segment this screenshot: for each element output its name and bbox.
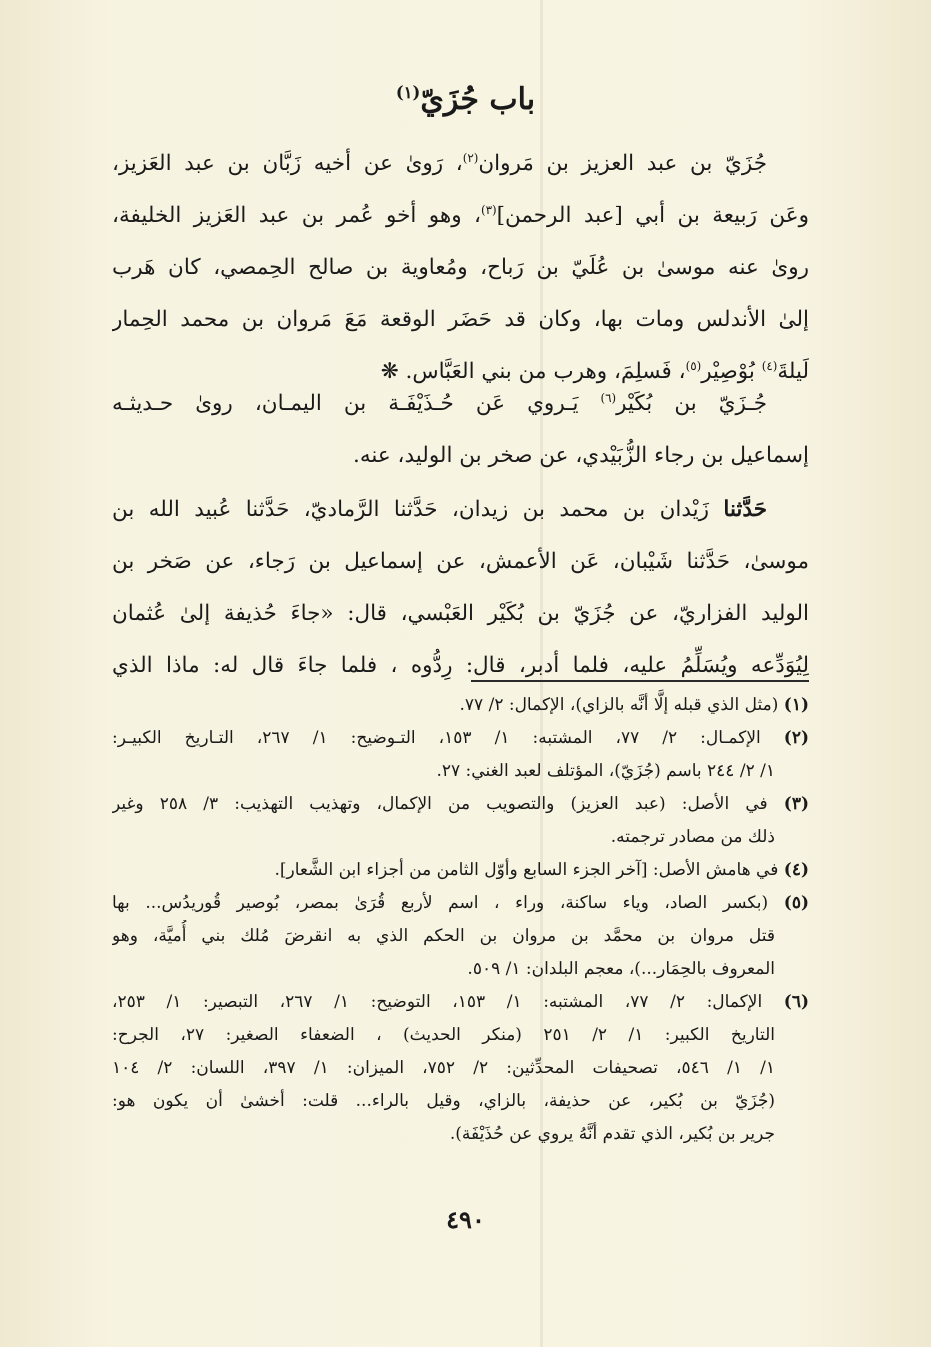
footnote-line: (جُزَيّ بن بُكير، عن حذيفة، بالزاي، وقيل بالراء... قلت: أخشىٰ أن يكون هو:	[112, 1091, 775, 1111]
footnote-number: (٤)	[783, 860, 809, 880]
footnote	[112, 854, 809, 887]
footnote-line: المعروف بالحِمَار...)، معجم البلدان: ١/ ٥٠٩.	[467, 959, 775, 979]
page-number: ٤٩٠	[446, 1205, 485, 1234]
footnote	[112, 689, 809, 722]
text-line: موسىٰ، حَدَّثنا شَيْبان، عَن الأعمش، عن إسماعيل بن رَجاء، عن صَخر بن	[112, 549, 809, 574]
text-line: إلىٰ الأندلس ومات بها، وكان قد حَضَر الوقعة مَعَ مَروان بن محمد الحِمار	[112, 307, 809, 332]
hadith-narration	[112, 484, 809, 692]
footnote-ref: (٤)	[761, 358, 778, 373]
entry-jazi-ibn-abd-al-aziz	[112, 138, 809, 398]
footnote-line: قتل مروان بن محمَّد بن مروان بن الحكم الذي به انقرضَ مُلك بني أُميَّة، وهو	[112, 926, 775, 946]
chapter-title	[0, 82, 931, 117]
footnote-line: جرير بن بُكير، الذي تقدم أنَّهُ يروي عن حُذَيْفَة).	[449, 1124, 775, 1144]
footnote-number: (٦)	[783, 992, 809, 1012]
text-line: الوليد الفزاريّ، عن جُزَيّ بن بُكَيْر العَبْسي، قال: «جاءَ حُذيفة إلىٰ عُثمان	[112, 601, 809, 626]
footnote	[112, 788, 809, 854]
footnote	[112, 722, 809, 788]
entry-jazi-ibn-bukayr	[112, 378, 809, 482]
footnote-line: (٥) (بكسر الصاد، وياء ساكنة، وراء ، اسم لأربع قُرَىٰ بمصر، بُوصير قُوريدُس... بها	[112, 893, 809, 913]
footnote-line: (٤) في هامش الأصل: [آخر الجزء السابع وأوّل الثامن من أجزاء ابن الشَّعار].	[274, 860, 809, 880]
footnote-ref: (٥)	[685, 358, 702, 373]
text-line: روىٰ عنه موسىٰ بن عُلَيّ بن رَباح، ومُعاوية بن صالح الحِمصي، كان هَرب	[112, 255, 809, 280]
footnote-ref: (٢)	[462, 150, 479, 165]
text-line: لِيُوَدِّعه ويُسَلِّمُ عليه، فلما أدبر، قال: رِدُّوه ، فلما جاءَ قال له: ماذا الذي	[112, 653, 809, 678]
footnote	[112, 986, 809, 1151]
footnote-ref: (١)	[395, 83, 421, 102]
footnote-line: (٣) في الأصل: (عبد العزيز) والتصويب من الإكمال، وتهذيب التهذيب: ٣/ ٢٥٨ وغير	[112, 794, 809, 814]
footnote-line: ١/ ٢/ ٢٤٤ باسم (جُزَيّ)، المؤتلف لعبد الغني: ٢٧.	[436, 761, 775, 781]
footnote-ref: (٦)	[600, 390, 617, 405]
text-line: جُزَيّ بن عبد العزيز بن مَروان$^{(٢)}$، رَوىٰ عن أخيه زَبَّان بن عبد العَزيز،	[112, 150, 767, 176]
footnote-line: ١/ ١/ ٥٤٦، تصحيفات المحدِّثين: ٢/ ٧٥٢، الميزان: ١/ ٣٩٧، اللسان: ٢/ ١٠٤	[112, 1058, 775, 1078]
footnote-number: (١)	[783, 695, 809, 715]
footnote-line: (١) (مثل الذي قبله إلَّا أنَّه بالزاي)، الإكمال: ٢/ ٧٧.	[459, 695, 809, 715]
footnote-line: التاريخ الكبير: ١/ ٢/ ٢٥١ (منكر الحديث) ، الضعفاء الصغير: ٢٧، الجرح:	[112, 1025, 775, 1045]
text-line: لَيلةَ$^{(٤)}$ بُوْصِيْر$^{(٥)}$، فَسلِمَ، وهرب من بني العَبَّاس. ❋	[380, 358, 809, 384]
text-line: جُـزَيّ بن بُكَيْر$^{(٦)}$ يَـروي عَن حُـذَيْفَـة بن اليمـان، روىٰ حـديثـه	[112, 390, 767, 416]
footnote-line: ذلك من مصادر ترجمته.	[610, 827, 775, 847]
footnotes	[112, 689, 809, 1151]
footnote-number: (٥)	[783, 893, 809, 913]
footnote-separator	[471, 680, 809, 682]
footnote-ref: (٣)	[480, 202, 497, 217]
footnote-number: (٢)	[783, 728, 809, 748]
footnote-line: (٢) الإكمـال: ٢/ ٧٧، المشتبه: ١/ ١٥٣، التـوضيح: ١/ ٢٦٧، التـاريخ الكبيـر:	[112, 728, 809, 748]
text-line: حَدَّثنا زَيْدان بن محمد بن زيدان، حَدَّثنا الرَّماديّ، حَدَّثنا عُبيد الله بن	[112, 497, 767, 522]
chapter-title-text: باب جُزَيّ	[420, 82, 536, 117]
footnote	[112, 887, 809, 986]
footnote-number: (٣)	[783, 794, 809, 814]
footnote-line: (٦) الإكمال: ٢/ ٧٧، المشتبه: ١/ ١٥٣، التوضيح: ١/ ٢٦٧، التبصير: ١/ ٢٥٣،	[112, 992, 809, 1012]
text-line: إسماعيل بن رجاء الزُّبَيْدي، عن صخر بن الوليد، عنه.	[353, 443, 809, 468]
text-line: وعَن رَبيعة بن أبي [عبد الرحمن]$^{(٣)}$، وهو أخو عُمر بن عبد العَزيز الخليفة،	[112, 202, 809, 228]
